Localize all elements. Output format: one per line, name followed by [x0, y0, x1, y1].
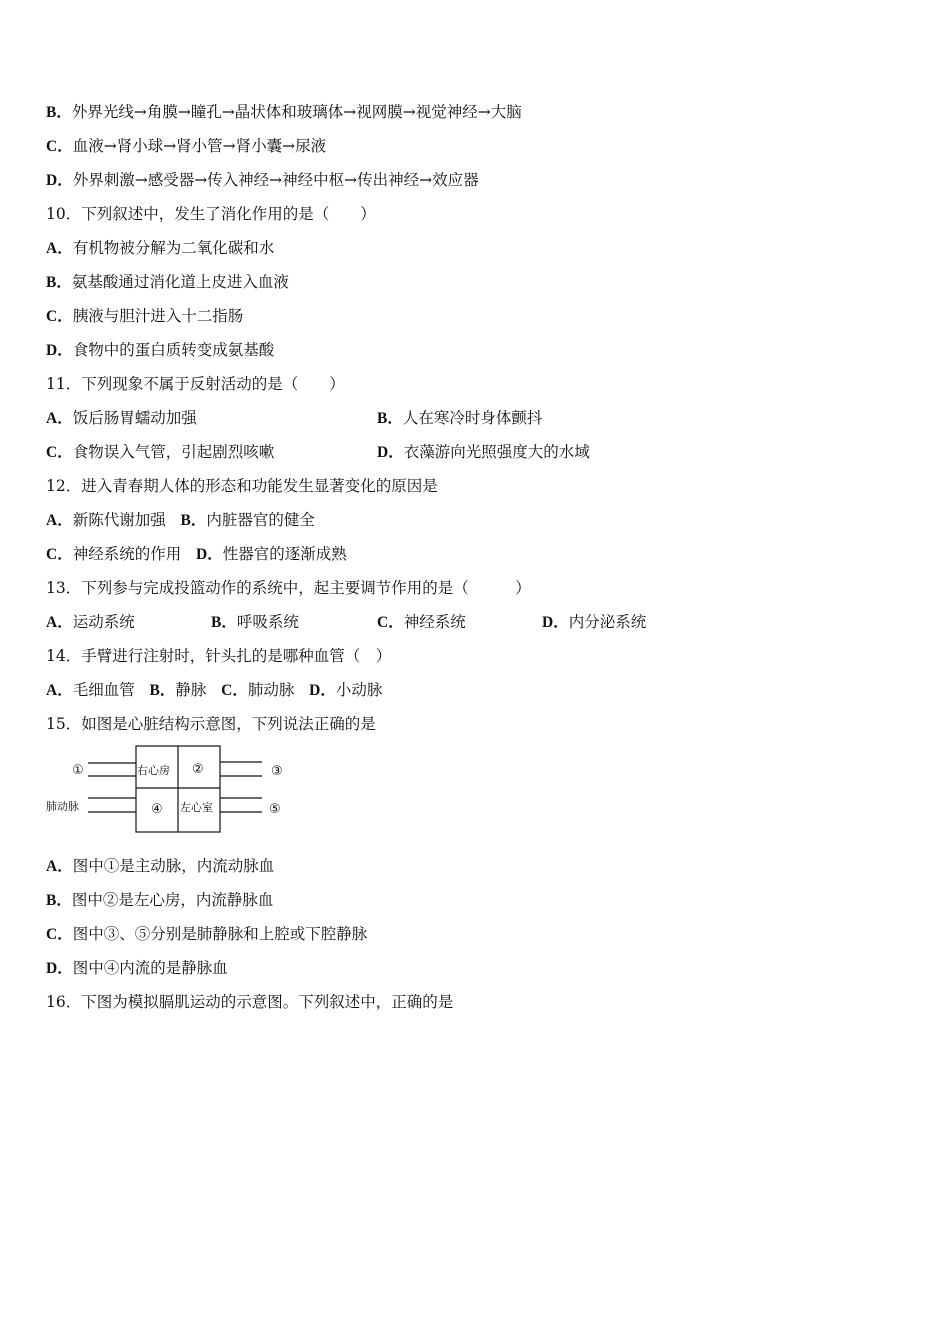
q14-options	[46, 680, 382, 701]
q11-options-row1	[46, 408, 906, 429]
option-letter: B．	[46, 892, 72, 909]
q14-option-c	[221, 681, 294, 699]
q11-option-c	[46, 443, 274, 461]
option-text: 静脉	[175, 681, 207, 699]
option-letter: D．	[542, 614, 569, 631]
q12-option-a	[46, 511, 166, 529]
q12-stem: 12．进入青春期人体的形态和功能发生显著变化的原因是	[46, 477, 438, 495]
option-letter: A．	[46, 682, 73, 699]
label-2: ②	[192, 762, 204, 777]
q10-option-a	[46, 238, 274, 259]
q13-option-c	[377, 612, 466, 633]
q12-option-b	[181, 511, 315, 529]
q11-option-b	[377, 408, 542, 429]
label-right-atrium: 右心房	[137, 764, 170, 777]
q14-option-a	[46, 681, 135, 699]
q12-options-row1	[46, 510, 315, 531]
option-text: 内脏器官的健全	[206, 511, 315, 529]
label-1: ①	[72, 763, 84, 778]
q10-option-d	[46, 340, 274, 361]
q13-stem: 13．下列参与完成投篮动作的系统中，起主要调节作用的是（ ）	[46, 579, 531, 597]
q10-stem: 10．下列叙述中，发生了消化作用的是（ ）	[46, 205, 376, 223]
option-letter: D．	[196, 546, 223, 563]
option-text: 氨基酸通过消化道上皮进入血液	[71, 273, 289, 291]
q15-stem: 15．如图是心脏结构示意图，下列说法正确的是	[46, 715, 376, 733]
option-text: 人在寒冷时身体颤抖	[402, 409, 543, 427]
q12-option-d	[196, 545, 347, 563]
option-letter: B．	[377, 410, 403, 427]
q15-option-c	[46, 924, 367, 945]
q10-option-c	[46, 306, 243, 327]
option-letter: A．	[46, 512, 73, 529]
option-text: 外界光线→角膜→瞳孔→晶状体和玻璃体→视网膜→视觉神经→大脑	[71, 103, 522, 121]
q14-stem: 14．手臂进行注射时，针头扎的是哪种血管（ ）	[46, 647, 392, 665]
q16-stem: 16．下图为模拟膈肌运动的示意图。下列叙述中，正确的是	[46, 993, 454, 1011]
option-text: 食物中的蛋白质转变成氨基酸	[72, 341, 275, 359]
option-text: 图中④内流的是静脉血	[72, 959, 228, 977]
option-text: 有机物被分解为二氧化碳和水	[72, 239, 275, 257]
q9-option-c	[46, 136, 326, 157]
q14-option-b	[150, 681, 207, 699]
q9-option-d	[46, 170, 479, 191]
option-letter: C．	[377, 614, 404, 631]
label-pulmonary-artery: 肺动脉	[46, 800, 79, 813]
q9-option-b	[46, 102, 522, 123]
option-letter: A．	[46, 240, 73, 257]
q11-options-row2	[46, 442, 906, 463]
option-text: 衣藻游向光照强度大的水域	[403, 443, 590, 461]
option-text: 血液→肾小球→肾小管→肾小囊→尿液	[72, 137, 327, 155]
option-letter: B．	[149, 682, 176, 699]
option-letter: B．	[46, 274, 72, 291]
option-text: 胰液与胆汁进入十二指肠	[72, 307, 244, 325]
option-letter: D．	[46, 342, 73, 359]
label-3: ③	[271, 764, 283, 779]
option-text: 新陈代谢加强	[72, 511, 166, 529]
option-letter: D．	[46, 960, 73, 977]
option-text: 呼吸系统	[236, 613, 299, 631]
option-letter: C．	[46, 444, 73, 461]
option-text: 图中①是主动脉，内流动脉血	[72, 857, 275, 875]
q15-option-d	[46, 958, 228, 979]
option-letter: B．	[180, 512, 207, 529]
q12-options-row2	[46, 544, 347, 565]
label-left-ventricle: 左心室	[180, 801, 213, 814]
option-letter: A．	[46, 858, 73, 875]
option-text: 毛细血管	[72, 681, 135, 699]
option-text: 内分泌系统	[568, 613, 647, 631]
option-letter: B．	[211, 614, 237, 631]
q13-option-b	[211, 612, 299, 633]
option-letter: C．	[46, 546, 73, 563]
option-text: 小动脉	[335, 681, 383, 699]
option-letter: D．	[46, 172, 73, 189]
q15-option-b	[46, 890, 273, 911]
q11-option-d	[377, 442, 590, 463]
q13-option-a	[46, 612, 135, 633]
option-text: 肺动脉	[247, 681, 295, 699]
option-text: 图中③、⑤分别是肺静脉和上腔或下腔静脉	[72, 925, 368, 943]
option-text: 外界刺激→感受器→传入神经→神经中枢→传出神经→效应器	[72, 171, 479, 189]
option-text: 性器官的逐渐成熟	[222, 545, 347, 563]
option-letter: D．	[309, 682, 336, 699]
option-letter: D．	[377, 444, 404, 461]
q13-option-d	[542, 612, 646, 633]
option-text: 运动系统	[72, 613, 135, 631]
option-letter: C．	[46, 926, 73, 943]
option-letter: C．	[221, 682, 248, 699]
option-text: 饭后肠胃蠕动加强	[72, 409, 197, 427]
option-letter: C．	[46, 138, 73, 155]
option-text: 神经系统的作用	[72, 545, 182, 563]
q14-option-d	[309, 681, 382, 699]
option-text: 食物误入气管，引起剧烈咳嗽	[72, 443, 275, 461]
option-text: 神经系统	[403, 613, 466, 631]
option-text: 图中②是左心房，内流静脉血	[71, 891, 274, 909]
q11-option-a	[46, 409, 197, 427]
label-5: ⑤	[269, 802, 281, 817]
option-letter: C．	[46, 308, 73, 325]
q10-option-b	[46, 272, 289, 293]
q12-option-c	[46, 545, 181, 563]
option-letter: A．	[46, 410, 73, 427]
q11-stem: 11．下列现象不属于反射活动的是（ ）	[46, 375, 345, 393]
option-letter: A．	[46, 614, 73, 631]
label-4: ④	[151, 802, 163, 817]
option-letter: B．	[46, 104, 72, 121]
heart-diagram-svg	[44, 738, 304, 840]
heart-structure-diagram	[44, 738, 304, 840]
q15-option-a	[46, 856, 274, 877]
